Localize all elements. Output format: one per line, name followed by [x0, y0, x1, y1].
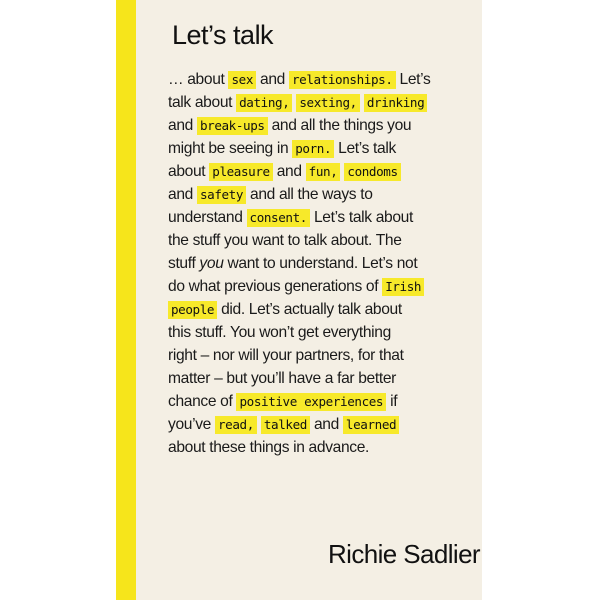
blurb-line	[168, 206, 482, 229]
highlighted-keyword: talked	[261, 416, 310, 434]
blurb-line	[168, 321, 482, 344]
blurb-text: Let’s talk about	[309, 209, 413, 226]
highlighted-keyword: learned	[343, 416, 399, 434]
author-name: Richie Sadlier	[327, 539, 480, 569]
highlighted-keyword: Irish	[382, 278, 424, 296]
highlighted-keyword: relationships.	[289, 71, 396, 89]
blurb-text: might be seeing in	[168, 140, 293, 157]
blurb-line	[168, 160, 482, 183]
blurb-text: if	[386, 393, 398, 410]
blurb-text: and	[168, 186, 197, 203]
highlighted-keyword: consent.	[247, 209, 310, 227]
blurb-line	[168, 298, 482, 321]
blurb-text: talk about	[168, 94, 237, 111]
highlighted-keyword: sex	[228, 71, 256, 89]
highlighted-keyword: break-ups	[197, 117, 268, 135]
blurb-line	[168, 367, 482, 390]
blurb-line	[168, 68, 482, 91]
blurb-line	[168, 436, 482, 459]
blurb-text: the stuff you want to talk about. The	[168, 232, 402, 249]
blurb-line	[168, 91, 482, 114]
highlighted-keyword: people	[168, 301, 217, 319]
blurb-text: Let’s	[395, 71, 431, 88]
blurb-line	[168, 275, 482, 298]
blurb-line	[168, 344, 482, 367]
cover-blurb	[168, 68, 482, 459]
blurb-text: do what previous generations of	[168, 278, 383, 295]
blurb-line	[168, 252, 482, 275]
book-cover	[116, 0, 482, 600]
blurb-text: … about	[168, 71, 229, 88]
blurb-text: stuff	[168, 255, 200, 272]
blurb-text: about	[168, 163, 210, 180]
highlighted-keyword: condoms	[344, 163, 400, 181]
blurb-text: Let’s talk	[334, 140, 396, 157]
highlighted-keyword: dating,	[236, 94, 292, 112]
highlighted-keyword: drinking	[364, 94, 427, 112]
highlighted-keyword: fun,	[306, 163, 341, 181]
highlighted-keyword: read,	[215, 416, 257, 434]
blurb-text: and	[272, 163, 306, 180]
blurb-text: right – nor will your partners, for that	[168, 347, 404, 364]
blurb-line	[168, 229, 482, 252]
blurb-text: this stuff. You won’t get everything	[168, 324, 391, 341]
blurb-text: did. Let’s actually talk about	[217, 301, 402, 318]
blurb-text: want to understand. Let’s not	[223, 255, 418, 272]
highlighted-keyword: sexting,	[296, 94, 359, 112]
blurb-text: you’ve	[168, 416, 215, 433]
blurb-line	[168, 183, 482, 206]
blurb-line	[168, 413, 482, 436]
emphasized-text: you	[199, 255, 224, 272]
blurb-text: and	[168, 117, 197, 134]
blurb-text: and	[256, 71, 289, 88]
blurb-text: understand	[168, 209, 247, 226]
blurb-line	[168, 114, 482, 137]
highlighted-keyword: positive experiences	[236, 393, 386, 411]
blurb-text: and all the things you	[267, 117, 412, 134]
blurb-text: matter – but you’ll have a far better	[168, 370, 397, 387]
book-title: Let’s talk	[172, 20, 274, 50]
blurb-line	[168, 137, 482, 160]
blurb-text: and	[309, 416, 343, 433]
blurb-text: about these things in advance.	[168, 439, 370, 456]
blurb-text: chance of	[168, 393, 237, 410]
blurb-text: and all the ways to	[246, 186, 373, 203]
yellow-spine-stripe	[116, 0, 136, 600]
blurb-line	[168, 390, 482, 413]
highlighted-keyword: safety	[197, 186, 246, 204]
highlighted-keyword: pleasure	[209, 163, 272, 181]
highlighted-keyword: porn.	[292, 140, 334, 158]
